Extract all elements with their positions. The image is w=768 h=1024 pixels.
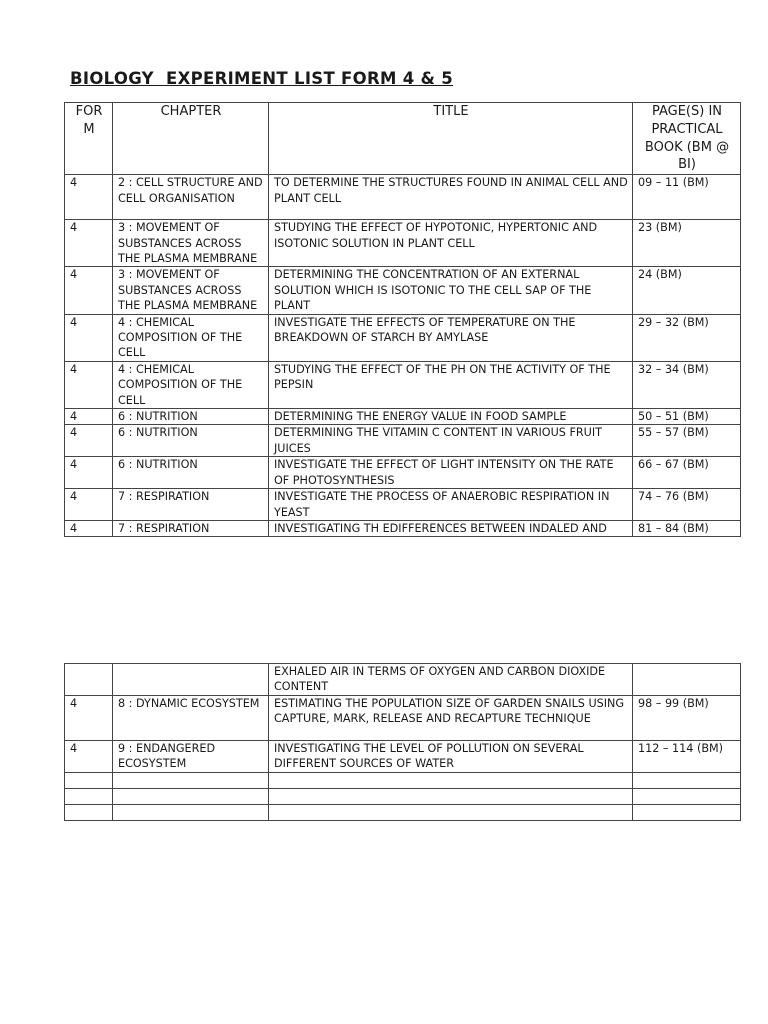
table-row xyxy=(65,457,741,489)
table-row xyxy=(65,267,741,314)
cell-pages: 74 – 76 (BM) xyxy=(633,489,741,521)
cell-title: DETERMINING THE CONCENTRATION OF AN EXTERNAL SOLUTION WHICH IS ISOTONIC TO THE CELL SAP OF THE PLANT xyxy=(269,267,633,314)
cell-form xyxy=(65,788,113,804)
cell-title: EXHALED AIR IN TERMS OF OXYGEN AND CARBON DIOXIDE CONTENT xyxy=(269,664,633,696)
cell-chapter: 3 : MOVEMENT OF SUBSTANCES ACROSS THE PLASMA MEMBRANE xyxy=(113,267,269,314)
cell-title: DETERMINING THE ENERGY VALUE IN FOOD SAMPLE xyxy=(269,409,633,425)
cell-title: ESTIMATING THE POPULATION SIZE OF GARDEN SNAILS USING CAPTURE, MARK, RELEASE AND RECAPTURE TECHNIQUE xyxy=(269,695,633,740)
cell-pages: 66 – 67 (BM) xyxy=(633,457,741,489)
table-row xyxy=(65,804,741,820)
cell-chapter: 4 : CHEMICAL COMPOSITION OF THE CELL xyxy=(113,361,269,408)
cell-chapter: 3 : MOVEMENT OF SUBSTANCES ACROSS THE PLASMA MEMBRANE xyxy=(113,220,269,267)
cell-form: 4 xyxy=(65,361,113,408)
cell-chapter: 7 : RESPIRATION xyxy=(113,520,269,536)
cell-form: 4 xyxy=(65,740,113,772)
cell-title xyxy=(269,772,633,788)
cell-pages: 50 – 51 (BM) xyxy=(633,409,741,425)
cell-form: 4 xyxy=(65,220,113,267)
cell-pages: 55 – 57 (BM) xyxy=(633,425,741,457)
cell-form: 4 xyxy=(65,425,113,457)
cell-pages: 24 (BM) xyxy=(633,267,741,314)
cell-title: INVESTIGATING THE LEVEL OF POLLUTION ON SEVERAL DIFFERENT SOURCES OF WATER xyxy=(269,740,633,772)
cell-form xyxy=(65,804,113,820)
cell-chapter xyxy=(113,664,269,696)
cell-chapter: 7 : RESPIRATION xyxy=(113,489,269,521)
table-row xyxy=(65,489,741,521)
cell-title: TO DETERMINE THE STRUCTURES FOUND IN ANIMAL CELL AND PLANT CELL xyxy=(269,175,633,220)
cell-title: INVESTIGATE THE PROCESS OF ANAEROBIC RESPIRATION IN YEAST xyxy=(269,489,633,521)
table-row xyxy=(65,740,741,772)
cell-chapter: 8 : DYNAMIC ECOSYSTEM xyxy=(113,695,269,740)
cell-form: 4 xyxy=(65,489,113,521)
cell-title: INVESTIGATE THE EFFECTS OF TEMPERATURE ON THE BREAKDOWN OF STARCH BY AMYLASE xyxy=(269,314,633,361)
cell-form: 4 xyxy=(65,314,113,361)
cell-title: INVESTIGATE THE EFFECT OF LIGHT INTENSITY ON THE RATE OF PHOTOSYNTHESIS xyxy=(269,457,633,489)
cell-title: STUDYING THE EFFECT OF HYPOTONIC, HYPERTONIC AND ISOTONIC SOLUTION IN PLANT CELL xyxy=(269,220,633,267)
cell-pages: 32 – 34 (BM) xyxy=(633,361,741,408)
cell-form: 4 xyxy=(65,267,113,314)
table-row xyxy=(65,788,741,804)
header-chapter: CHAPTER xyxy=(113,103,269,175)
document-title: BIOLOGY EXPERIMENT LIST FORM 4 & 5 xyxy=(70,69,454,88)
cell-chapter: 6 : NUTRITION xyxy=(113,457,269,489)
cell-chapter xyxy=(113,788,269,804)
table-header-row xyxy=(65,103,741,175)
cell-form: 4 xyxy=(65,457,113,489)
cell-pages: 112 – 114 (BM) xyxy=(633,740,741,772)
cell-title: INVESTIGATING TH EDIFFERENCES BETWEEN INDALED AND xyxy=(269,520,633,536)
cell-chapter: 6 : NUTRITION xyxy=(113,409,269,425)
table-row xyxy=(65,409,741,425)
cell-title: DETERMINING THE VITAMIN C CONTENT IN VARIOUS FRUIT JUICES xyxy=(269,425,633,457)
cell-form: 4 xyxy=(65,175,113,220)
table-row xyxy=(65,520,741,536)
cell-chapter: 4 : CHEMICAL COMPOSITION OF THE CELL xyxy=(113,314,269,361)
cell-title xyxy=(269,788,633,804)
cell-form: 4 xyxy=(65,409,113,425)
table-row xyxy=(65,664,741,696)
table-row xyxy=(65,314,741,361)
header-pages: PAGE(S) IN PRACTICAL BOOK (BM @ BI) xyxy=(633,103,741,175)
cell-chapter: 9 : ENDANGERED ECOSYSTEM xyxy=(113,740,269,772)
cell-chapter xyxy=(113,804,269,820)
cell-pages xyxy=(633,772,741,788)
cell-pages: 98 – 99 (BM) xyxy=(633,695,741,740)
cell-title: STUDYING THE EFFECT OF THE PH ON THE ACTIVITY OF THE PEPSIN xyxy=(269,361,633,408)
cell-form xyxy=(65,772,113,788)
experiment-table xyxy=(64,102,741,537)
cell-form: 4 xyxy=(65,520,113,536)
table-row xyxy=(65,772,741,788)
table-row xyxy=(65,175,741,220)
cell-form: 4 xyxy=(65,695,113,740)
cell-chapter: 2 : CELL STRUCTURE AND CELL ORGANISATION xyxy=(113,175,269,220)
cell-pages xyxy=(633,788,741,804)
cell-pages: 09 – 11 (BM) xyxy=(633,175,741,220)
table-row xyxy=(65,361,741,408)
table-row xyxy=(65,425,741,457)
table-row xyxy=(65,695,741,740)
experiment-table-continued xyxy=(64,663,741,821)
table-row xyxy=(65,220,741,267)
cell-title xyxy=(269,804,633,820)
cell-pages xyxy=(633,804,741,820)
cell-form xyxy=(65,664,113,696)
cell-pages: 29 – 32 (BM) xyxy=(633,314,741,361)
cell-pages xyxy=(633,664,741,696)
cell-pages: 81 – 84 (BM) xyxy=(633,520,741,536)
cell-chapter: 6 : NUTRITION xyxy=(113,425,269,457)
cell-chapter xyxy=(113,772,269,788)
header-form: FOR M xyxy=(65,103,113,175)
cell-pages: 23 (BM) xyxy=(633,220,741,267)
header-title: TITLE xyxy=(269,103,633,175)
